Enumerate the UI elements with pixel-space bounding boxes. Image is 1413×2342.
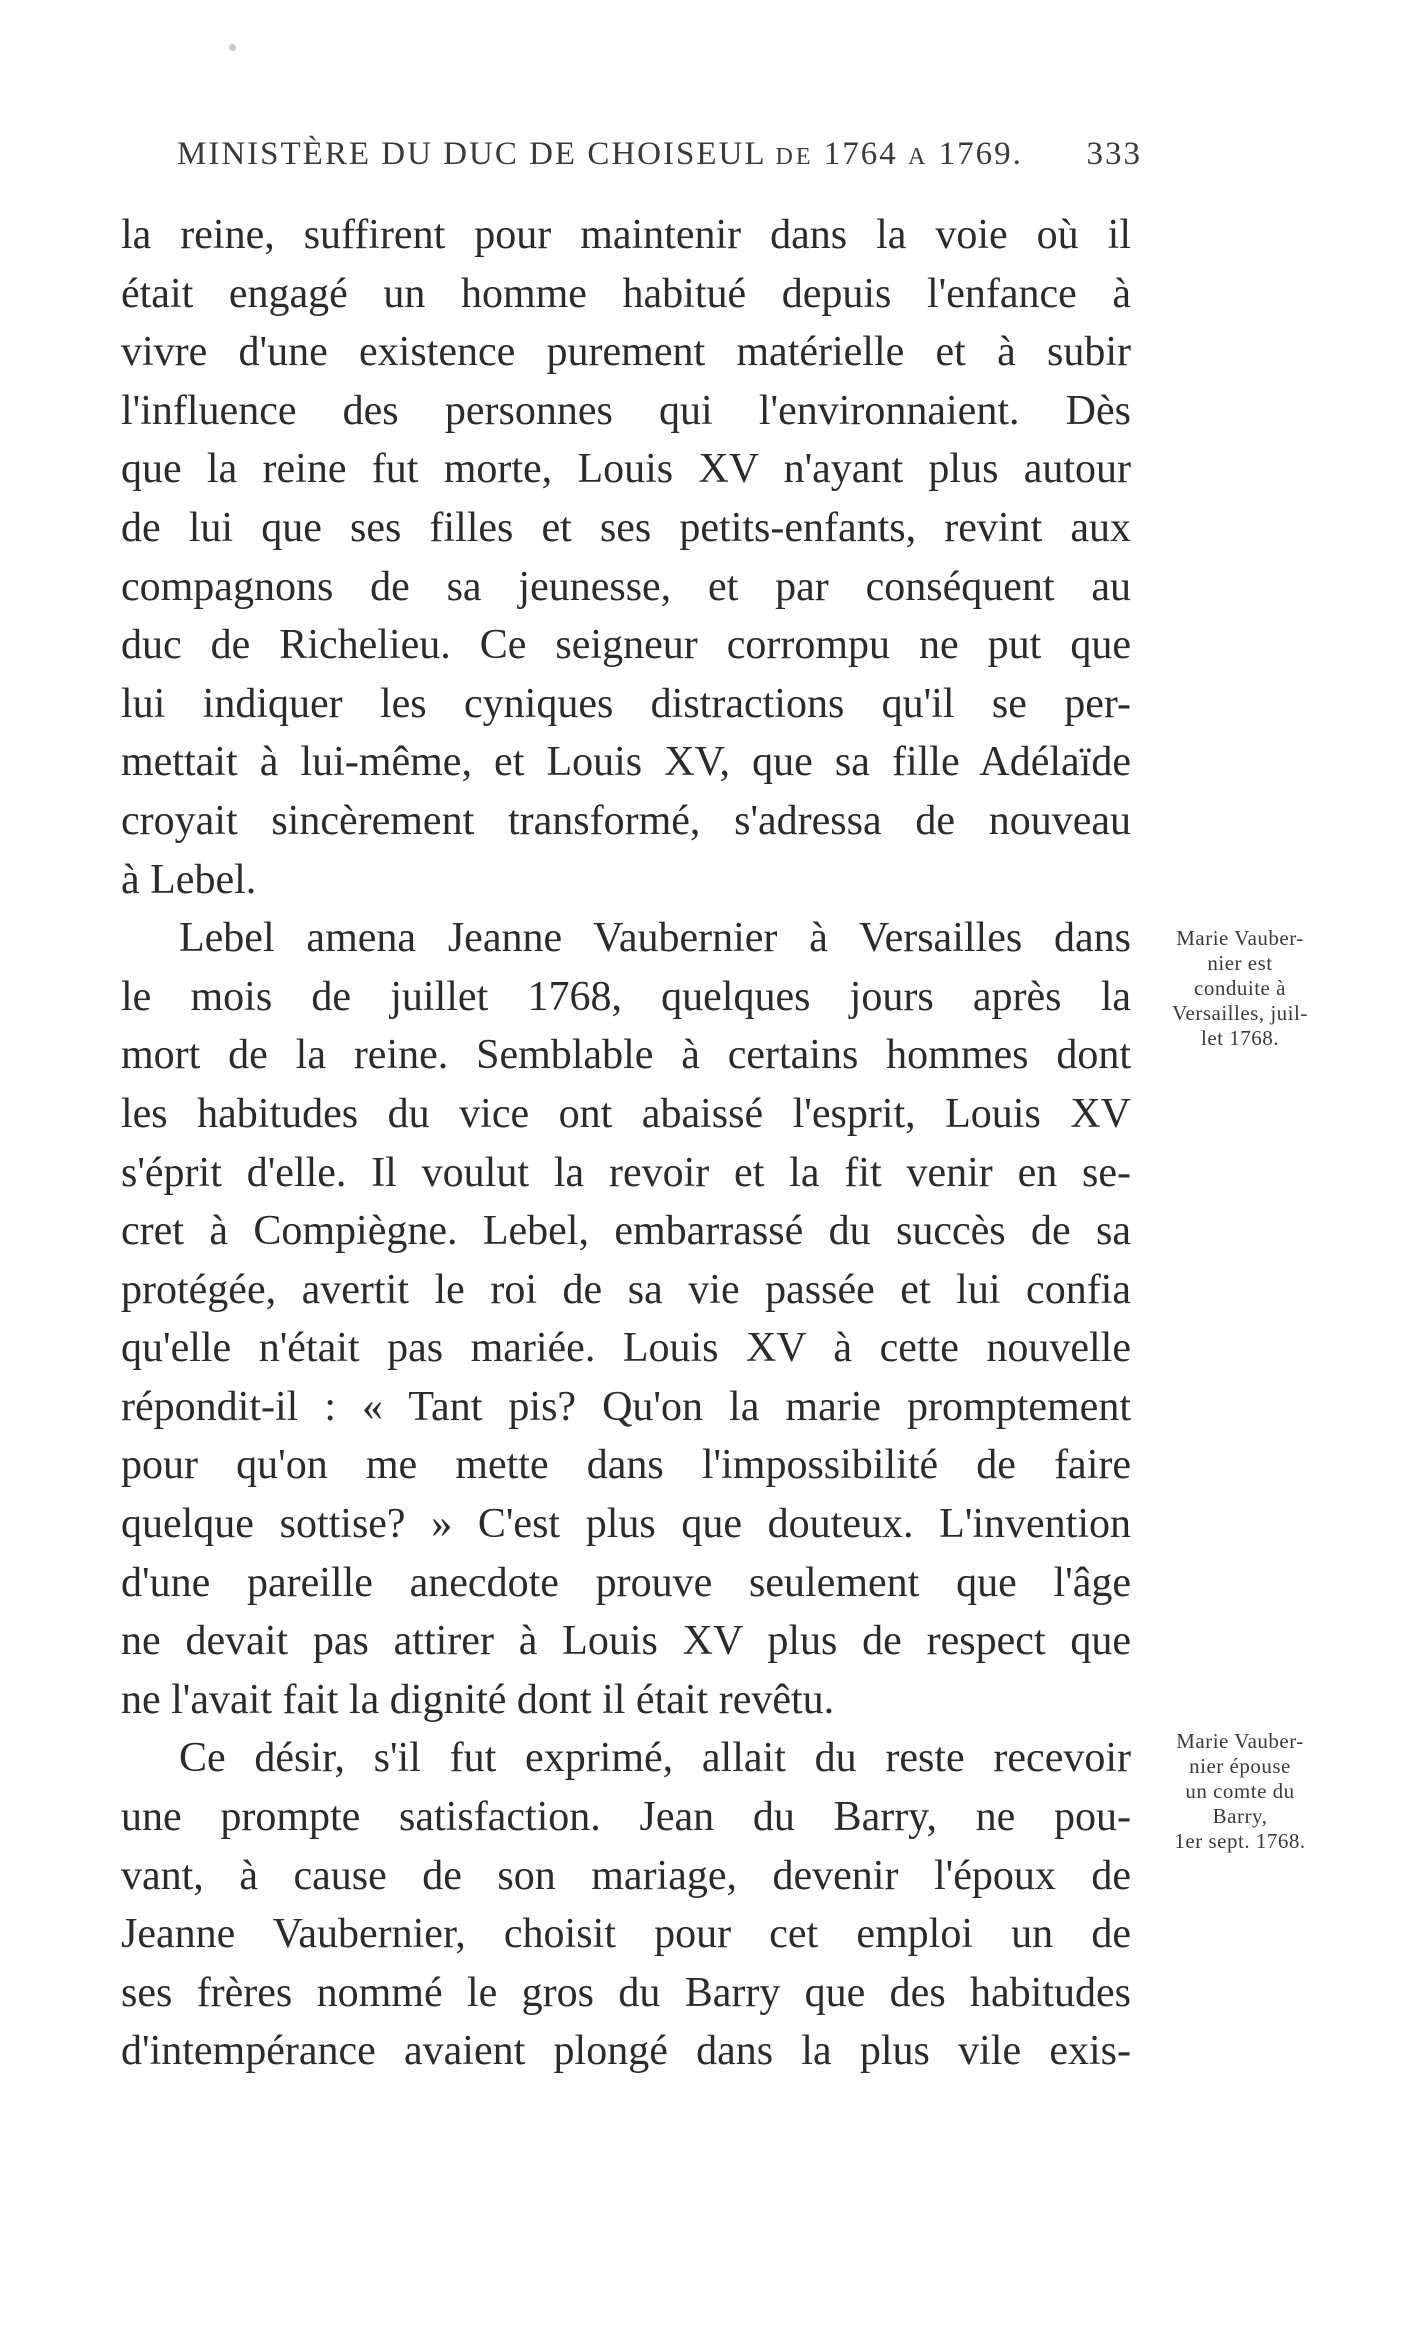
margin-note-line: Marie Vauber- <box>1176 926 1304 950</box>
text-line: le mois de juillet 1768, quelques jours après la <box>121 973 1131 1020</box>
text-line: à Lebel. <box>121 856 257 903</box>
running-head-title-text: MINISTÈRE DU DUC DE CHOISEUL <box>177 136 776 172</box>
margin-note-line: conduite à <box>1194 976 1286 1000</box>
text-line: croyait sincèrement transformé, s'adressa de nouveau <box>121 797 1131 844</box>
text-line: était engagé un homme habitué depuis l'enfance à <box>121 270 1131 317</box>
text-line: Lebel amena Jeanne Vaubernier à Versailles dans <box>179 915 1131 962</box>
text-line: s'éprit d'elle. Il voulut la revoir et la fit venir en se- <box>121 1149 1131 1196</box>
text-line: ses frères nommé le gros du Barry que des habitudes <box>121 1969 1131 2016</box>
text-line: cret à Compiègne. Lebel, embarrassé du succès de sa <box>121 1208 1131 1255</box>
running-head-small-a: A <box>908 144 929 170</box>
text-line: d'une pareille anecdote prouve seulement que l'âge <box>121 1559 1131 1606</box>
text-line: pour qu'on me mette dans l'impossibilité de faire <box>121 1442 1131 1489</box>
paragraph-1 <box>121 206 1131 909</box>
text-line: répondit-il : « Tant pis? Qu'on la marie promptement <box>121 1383 1131 1430</box>
running-head-small-de: DE <box>775 144 814 170</box>
text-line: ne devait pas attirer à Louis XV plus de respect que <box>121 1618 1131 1665</box>
text-line: Jeanne Vaubernier, choisit pour cet emploi un de <box>121 1911 1131 1958</box>
paragraph-2 <box>121 909 1131 1729</box>
running-head-year-end: 1769. <box>928 136 1023 172</box>
running-head-year-start: 1764 <box>813 136 909 172</box>
text-line: duc de Richelieu. Ce seigneur corrompu ne put que <box>121 622 1131 669</box>
margin-note-line: nier épouse <box>1189 1754 1291 1778</box>
margin-note-line: Marie Vauber- <box>1176 1729 1304 1753</box>
text-line: les habitudes du vice ont abaissé l'esprit, Louis XV <box>121 1090 1131 1137</box>
paragraph-3 <box>121 1729 1131 2081</box>
text-line: d'intempérance avaient plongé dans la plus vile exis- <box>121 2028 1131 2075</box>
main-text <box>121 206 1131 2081</box>
running-head-title <box>177 136 1023 173</box>
text-line: vant, à cause de son mariage, devenir l'époux de <box>121 1852 1131 1899</box>
text-line: mettait à lui-même, et Louis XV, que sa fille Adélaïde <box>121 739 1131 786</box>
page-number: 333 <box>1086 136 1142 172</box>
margin-note-line: Barry, <box>1212 1804 1268 1828</box>
text-line: de lui que ses filles et ses petits-enfants, revint aux <box>121 504 1131 551</box>
text-line: une prompte satisfaction. Jean du Barry, ne pou- <box>121 1794 1131 1841</box>
margin-note-line: Versailles, juil- <box>1172 1001 1308 1025</box>
text-line: compagnons de sa jeunesse, et par conséquent au <box>121 563 1131 610</box>
text-line: qu'elle n'était pas mariée. Louis XV à cette nouvelle <box>121 1325 1131 1372</box>
text-line: protégée, avertit le roi de sa vie passée et lui confia <box>121 1266 1131 1313</box>
margin-note-line: let 1768. <box>1201 1026 1279 1050</box>
margin-note-line: 1er sept. 1768. <box>1174 1829 1306 1853</box>
text-line: la reine, suffirent pour maintenir dans la voie où il <box>121 212 1131 258</box>
text-line: ne l'avait fait la dignité dont il était revêtu. <box>121 1676 835 1723</box>
margin-note-1 <box>1140 926 1340 1051</box>
text-line: vivre d'une existence purement matérielle et à subir <box>121 329 1131 376</box>
running-head <box>177 136 1142 176</box>
text-line: mort de la reine. Semblable à certains hommes dont <box>121 1032 1131 1079</box>
margin-note-line: un comte du <box>1185 1779 1295 1803</box>
text-line: Ce désir, s'il fut exprimé, allait du reste recevoir <box>179 1735 1131 1782</box>
print-speck <box>229 44 236 51</box>
text-line: lui indiquer les cyniques distractions qu'il se per- <box>121 680 1131 727</box>
margin-note-line: nier est <box>1207 951 1273 975</box>
text-line: l'influence des personnes qui l'environnaient. Dès <box>121 387 1131 434</box>
text-line: que la reine fut morte, Louis XV n'ayant plus autour <box>121 446 1131 493</box>
text-line: quelque sottise? » C'est plus que douteux. L'invention <box>121 1501 1131 1548</box>
margin-note-2 <box>1140 1729 1340 1854</box>
